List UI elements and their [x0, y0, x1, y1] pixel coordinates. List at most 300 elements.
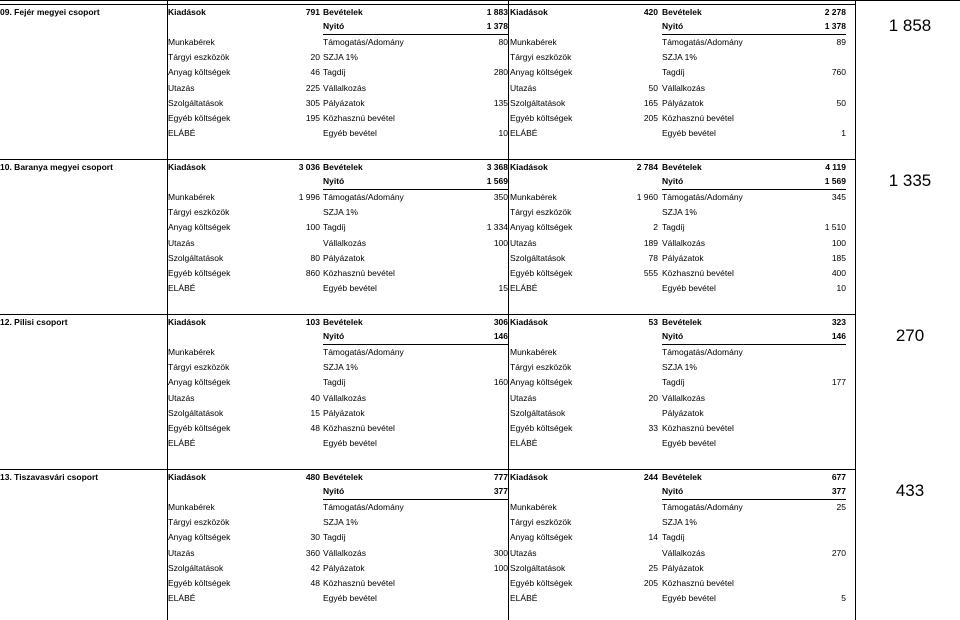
table-row — [0, 251, 855, 266]
item-label: Anyag költségek — [168, 377, 231, 388]
item-value — [600, 591, 658, 606]
item-label: Munkabérek — [168, 346, 215, 357]
opening-balance-row — [0, 329, 855, 344]
opening-label: Nyitó — [662, 484, 812, 500]
item-label: Pályázatok — [323, 97, 365, 108]
item-label: Anyag költségek — [510, 67, 573, 78]
item-value — [440, 345, 508, 360]
opening-value: 1 378 — [790, 19, 846, 35]
item-value: 1 334 — [486, 222, 508, 233]
item-label: Egyéb bevétel — [323, 593, 377, 604]
table-row — [0, 500, 855, 515]
item-label: Utazás — [510, 237, 537, 248]
item-label: Tárgyi eszközök — [168, 51, 230, 62]
table-row — [0, 50, 855, 65]
item-label: Támogatás/Adomány — [323, 501, 404, 512]
item-value — [440, 50, 508, 65]
item-value: 860 — [305, 268, 320, 279]
item-value: 46 — [310, 67, 320, 78]
item-label: SZJA 1% — [662, 361, 697, 372]
item-label: Pályázatok — [662, 562, 704, 573]
item-value — [600, 436, 658, 451]
item-value: 42 — [310, 562, 320, 573]
opening-value: 1 378 — [440, 19, 508, 35]
item-value — [440, 391, 508, 406]
header-label: Bevételek — [662, 472, 702, 482]
item-value: 20 — [310, 51, 320, 62]
item-label: SZJA 1% — [662, 206, 697, 217]
group-block — [0, 469, 855, 607]
header-label: Kiadások — [168, 162, 206, 172]
item-label: Egyéb bevétel — [662, 593, 716, 604]
item-value: 14 — [648, 532, 658, 543]
item-value: 205 — [643, 113, 658, 124]
item-label: SZJA 1% — [323, 206, 358, 217]
item-value — [440, 251, 508, 266]
column-divider — [508, 0, 509, 620]
item-value: 760 — [831, 67, 846, 78]
item-label: Közhasznú bevétel — [323, 423, 395, 434]
item-label: Tárgyi eszközök — [510, 206, 572, 217]
header-label: Bevételek — [662, 7, 702, 17]
item-value — [268, 375, 320, 390]
item-label: ELÁBÉ — [510, 283, 538, 294]
table-row — [0, 546, 855, 561]
item-label: ELÁBÉ — [168, 128, 196, 139]
item-value — [600, 281, 658, 296]
item-value: 25 — [648, 562, 658, 573]
column-divider — [855, 0, 856, 620]
item-value: 1 996 — [298, 191, 320, 202]
opening-value: 146 — [440, 329, 508, 345]
header-value: 1 883 — [486, 7, 508, 17]
item-label: SZJA 1% — [323, 361, 358, 372]
header-value: 2 784 — [636, 162, 658, 172]
item-label: Tagdíj — [662, 377, 685, 388]
item-value — [600, 50, 658, 65]
item-value: 100 — [493, 562, 508, 573]
header-label: Kiadások — [510, 162, 548, 172]
item-value: 30 — [310, 532, 320, 543]
item-label: Egyéb bevétel — [662, 128, 716, 139]
item-label: Egyéb bevétel — [323, 128, 377, 139]
item-label: SZJA 1% — [662, 51, 697, 62]
item-label: Utazás — [168, 82, 195, 93]
item-value: 350 — [493, 191, 508, 202]
item-label: ELÁBÉ — [510, 593, 538, 604]
item-label: Anyag költségek — [168, 532, 231, 543]
group-block — [0, 4, 855, 142]
item-label: Szolgáltatások — [168, 97, 224, 108]
table-row — [0, 375, 855, 390]
item-value: 80 — [498, 36, 508, 47]
item-label: Támogatás/Adomány — [323, 36, 404, 47]
item-value — [440, 591, 508, 606]
header-value: 244 — [643, 472, 658, 482]
header-label: Kiadások — [510, 472, 548, 482]
item-label: Tárgyi eszközök — [510, 51, 572, 62]
opening-label: Nyitó — [323, 329, 473, 345]
header-value: 420 — [643, 7, 658, 17]
item-value: 48 — [310, 423, 320, 434]
table-row — [0, 35, 855, 50]
table-row — [0, 281, 855, 296]
header-value: 53 — [648, 317, 658, 327]
item-value: 100 — [493, 237, 508, 248]
header-label: Bevételek — [662, 162, 702, 172]
item-label: Munkabérek — [510, 191, 557, 202]
item-label: Tagdíj — [323, 377, 346, 388]
item-value — [790, 576, 846, 591]
opening-balance-row — [0, 19, 855, 34]
item-label: Támogatás/Adomány — [662, 346, 743, 357]
item-value: 270 — [831, 547, 846, 558]
item-value — [790, 391, 846, 406]
item-value: 185 — [831, 252, 846, 263]
item-value: 160 — [493, 377, 508, 388]
item-value — [268, 35, 320, 50]
opening-label: Nyitó — [323, 174, 473, 190]
item-value — [790, 515, 846, 530]
item-value: 20 — [648, 392, 658, 403]
top-border — [0, 0, 960, 1]
item-value: 300 — [493, 547, 508, 558]
table-row — [0, 220, 855, 235]
item-value: 5 — [841, 593, 846, 604]
item-value — [268, 126, 320, 141]
header-label: Kiadások — [510, 7, 548, 17]
item-label: Tagdíj — [662, 222, 685, 233]
item-label: Támogatás/Adomány — [662, 191, 743, 202]
item-label: Közhasznú bevétel — [662, 268, 734, 279]
item-value: 345 — [831, 191, 846, 202]
item-value — [600, 515, 658, 530]
item-value — [268, 591, 320, 606]
opening-value: 377 — [440, 484, 508, 500]
table-row — [0, 561, 855, 576]
group-total: 433 — [895, 481, 925, 500]
header-label: Bevételek — [662, 317, 702, 327]
item-label: Szolgáltatások — [510, 562, 566, 573]
table-row — [0, 360, 855, 375]
opening-value: 146 — [790, 329, 846, 345]
header-value: 677 — [831, 472, 846, 482]
item-value: 89 — [836, 36, 846, 47]
item-value — [268, 360, 320, 375]
group-header-row — [0, 314, 855, 330]
table-row — [0, 190, 855, 205]
opening-balance-row — [0, 484, 855, 499]
group-header-row — [0, 4, 855, 20]
opening-label: Nyitó — [662, 329, 812, 345]
header-value: 3 036 — [298, 162, 320, 172]
item-label: Utazás — [510, 547, 537, 558]
item-label: Közhasznú bevétel — [662, 578, 734, 589]
table-row — [0, 345, 855, 360]
item-value — [440, 421, 508, 436]
header-label: Bevételek — [323, 472, 363, 482]
opening-label: Nyitó — [323, 484, 473, 500]
opening-label: Nyitó — [662, 174, 812, 190]
item-value — [790, 360, 846, 375]
opening-label: Nyitó — [662, 19, 812, 35]
group-total: 1 858 — [888, 16, 932, 35]
item-label: Munkabérek — [510, 346, 557, 357]
item-value: 1 960 — [636, 191, 658, 202]
item-label: Támogatás/Adomány — [323, 346, 404, 357]
item-value — [440, 576, 508, 591]
item-value — [790, 421, 846, 436]
header-value: 480 — [305, 472, 320, 482]
item-value: 100 — [305, 222, 320, 233]
group-title: 12. Pilisi csoport — [0, 317, 68, 327]
item-value — [268, 500, 320, 515]
group-title: 09. Fejér megyei csoport — [0, 7, 100, 17]
item-label: ELÁBÉ — [168, 438, 196, 449]
item-label: Pályázatok — [662, 407, 704, 418]
table-row — [0, 111, 855, 126]
header-label: Kiadások — [510, 317, 548, 327]
item-value: 80 — [310, 252, 320, 263]
item-value — [440, 205, 508, 220]
header-value: 777 — [493, 472, 508, 482]
item-label: Támogatás/Adomány — [662, 501, 743, 512]
item-value — [600, 375, 658, 390]
item-label: Tárgyi eszközök — [168, 516, 230, 527]
group-total: 1 335 — [888, 171, 932, 190]
item-value: 15 — [310, 407, 320, 418]
item-label: Egyéb költségek — [510, 423, 573, 434]
item-value — [440, 436, 508, 451]
opening-value: 377 — [790, 484, 846, 500]
group-block — [0, 314, 855, 452]
item-value — [790, 111, 846, 126]
item-label: SZJA 1% — [323, 516, 358, 527]
item-label: Tárgyi eszközök — [510, 516, 572, 527]
item-label: Utazás — [168, 237, 195, 248]
item-label: Egyéb költségek — [510, 268, 573, 279]
header-value: 323 — [831, 317, 846, 327]
item-label: Pályázatok — [323, 252, 365, 263]
item-value: 10 — [836, 283, 846, 294]
item-label: Anyag költségek — [168, 67, 231, 78]
item-label: Vállalkozás — [323, 237, 366, 248]
item-label: ELÁBÉ — [168, 283, 196, 294]
item-value: 78 — [648, 252, 658, 263]
item-label: Munkabérek — [168, 501, 215, 512]
item-label: Vállalkozás — [662, 547, 705, 558]
item-value — [600, 345, 658, 360]
group-header-row — [0, 159, 855, 175]
group-title: 13. Tiszavasvári csoport — [0, 472, 99, 482]
item-label: Anyag költségek — [510, 377, 573, 388]
item-value — [440, 266, 508, 281]
item-value — [790, 205, 846, 220]
table-row — [0, 530, 855, 545]
item-value: 225 — [305, 82, 320, 93]
table-row — [0, 576, 855, 591]
item-label: ELÁBÉ — [510, 438, 538, 449]
item-label: Pályázatok — [662, 252, 704, 263]
item-label: Utazás — [168, 392, 195, 403]
item-value — [600, 360, 658, 375]
item-label: Szolgáltatások — [510, 97, 566, 108]
item-value: 10 — [498, 128, 508, 139]
table-row — [0, 81, 855, 96]
item-value — [790, 436, 846, 451]
item-label: Támogatás/Adomány — [662, 36, 743, 47]
item-label: Közhasznú bevétel — [323, 268, 395, 279]
header-value: 103 — [305, 317, 320, 327]
header-label: Bevételek — [323, 317, 363, 327]
group-header-row — [0, 469, 855, 485]
group-total: 270 — [895, 326, 925, 345]
item-value — [790, 406, 846, 421]
item-value: 100 — [831, 237, 846, 248]
item-value: 33 — [648, 423, 658, 434]
item-value — [440, 111, 508, 126]
item-value — [790, 81, 846, 96]
item-value: 48 — [310, 578, 320, 589]
group-title: 10. Baranya megyei csoport — [0, 162, 113, 172]
item-label: Egyéb költségek — [510, 578, 573, 589]
item-label: Pályázatok — [662, 97, 704, 108]
item-value: 360 — [305, 547, 320, 558]
item-value: 165 — [643, 97, 658, 108]
item-label: Egyéb bevétel — [323, 438, 377, 449]
group-block — [0, 159, 855, 297]
item-value: 15 — [498, 283, 508, 294]
item-value — [790, 530, 846, 545]
item-label: Közhasznú bevétel — [662, 113, 734, 124]
header-label: Kiadások — [168, 472, 206, 482]
item-value — [268, 436, 320, 451]
item-label: Egyéb költségek — [168, 268, 231, 279]
item-label: Támogatás/Adomány — [323, 191, 404, 202]
item-value — [440, 360, 508, 375]
column-divider — [167, 0, 168, 620]
table-row — [0, 236, 855, 251]
item-value — [600, 406, 658, 421]
item-value — [440, 530, 508, 545]
item-label: Szolgáltatások — [168, 407, 224, 418]
item-label: Tárgyi eszközök — [510, 361, 572, 372]
item-label: Tagdíj — [323, 532, 346, 543]
item-label: Vállalkozás — [662, 82, 705, 93]
item-label: Vállalkozás — [323, 547, 366, 558]
item-value: 135 — [493, 97, 508, 108]
item-value — [600, 500, 658, 515]
header-label: Bevételek — [323, 7, 363, 17]
item-label: Egyéb bevétel — [662, 283, 716, 294]
item-label: Közhasznú bevétel — [662, 423, 734, 434]
table-row — [0, 391, 855, 406]
item-label: Utazás — [168, 547, 195, 558]
item-label: ELÁBÉ — [510, 128, 538, 139]
item-value — [790, 50, 846, 65]
item-label: Tagdíj — [662, 67, 685, 78]
item-value: 177 — [831, 377, 846, 388]
header-label: Kiadások — [168, 7, 206, 17]
item-value — [268, 345, 320, 360]
item-value: 50 — [648, 82, 658, 93]
item-value: 305 — [305, 97, 320, 108]
item-label: Munkabérek — [510, 501, 557, 512]
item-label: Munkabérek — [168, 36, 215, 47]
item-label: Utazás — [510, 392, 537, 403]
item-value: 1 510 — [824, 222, 846, 233]
opening-balance-row — [0, 174, 855, 189]
item-label: Pályázatok — [323, 562, 365, 573]
item-value: 25 — [836, 501, 846, 512]
header-value: 306 — [493, 317, 508, 327]
item-value — [790, 345, 846, 360]
item-value — [790, 561, 846, 576]
table-row — [0, 126, 855, 141]
header-label: Kiadások — [168, 317, 206, 327]
item-label: Tárgyi eszközök — [168, 206, 230, 217]
item-label: Tárgyi eszközök — [168, 361, 230, 372]
item-value — [440, 406, 508, 421]
item-label: Szolgáltatások — [168, 562, 224, 573]
item-value — [268, 205, 320, 220]
item-value — [600, 205, 658, 220]
item-value — [440, 515, 508, 530]
item-label: SZJA 1% — [323, 51, 358, 62]
item-label: ELÁBÉ — [168, 593, 196, 604]
item-label: Szolgáltatások — [168, 252, 224, 263]
table-row — [0, 266, 855, 281]
item-value: 1 — [841, 128, 846, 139]
item-value: 205 — [643, 578, 658, 589]
opening-label: Nyitó — [323, 19, 473, 35]
item-value: 280 — [493, 67, 508, 78]
item-value — [440, 81, 508, 96]
item-value: 2 — [653, 222, 658, 233]
header-value: 3 368 — [486, 162, 508, 172]
item-value — [268, 281, 320, 296]
item-label: Egyéb bevétel — [323, 283, 377, 294]
header-value: 4 119 — [825, 162, 846, 172]
table-row — [0, 436, 855, 451]
table-row — [0, 421, 855, 436]
item-label: Szolgáltatások — [510, 252, 566, 263]
item-label: Utazás — [510, 82, 537, 93]
item-label: Egyéb költségek — [168, 113, 231, 124]
item-label: Egyéb bevétel — [662, 438, 716, 449]
opening-value: 1 569 — [440, 174, 508, 190]
item-value — [268, 515, 320, 530]
item-label: Anyag költségek — [510, 222, 573, 233]
item-label: Anyag költségek — [510, 532, 573, 543]
header-value: 2 278 — [824, 7, 846, 17]
table-row — [0, 205, 855, 220]
item-value — [600, 546, 658, 561]
item-value: 50 — [836, 97, 846, 108]
item-label: Tagdíj — [323, 222, 346, 233]
item-label: Közhasznú bevétel — [323, 113, 395, 124]
item-value: 40 — [310, 392, 320, 403]
item-value — [600, 65, 658, 80]
item-label: Közhasznú bevétel — [323, 578, 395, 589]
opening-value: 1 569 — [790, 174, 846, 190]
table-row — [0, 96, 855, 111]
item-value — [440, 500, 508, 515]
item-label: Vállalkozás — [323, 392, 366, 403]
table-row — [0, 591, 855, 606]
item-label: Egyéb költségek — [510, 113, 573, 124]
table-row — [0, 406, 855, 421]
